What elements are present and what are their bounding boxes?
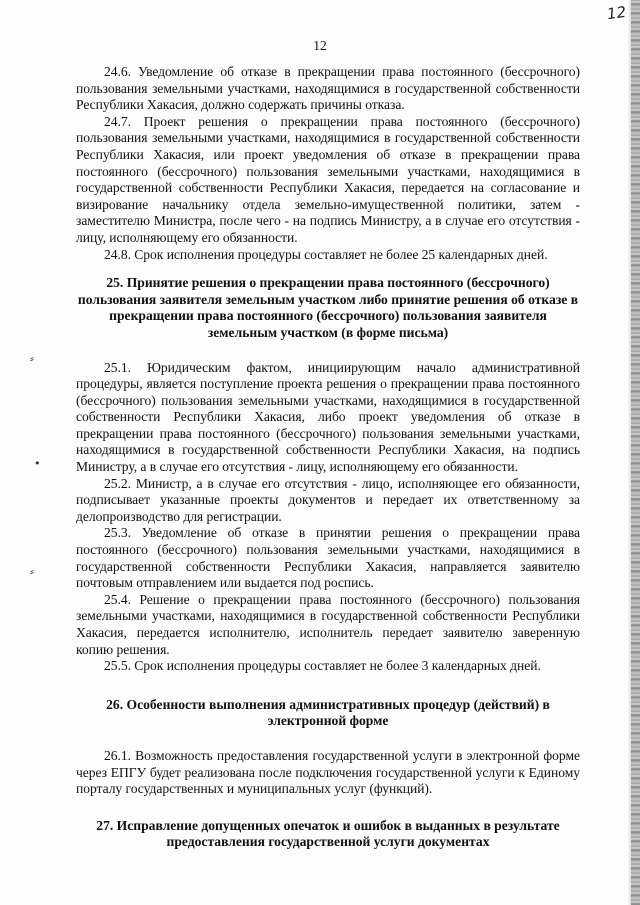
margin-mark: ⸗: [30, 352, 34, 365]
section-heading-27: 27. Исправление допущенных опечаток и ошибок в выданных в результате предоставления государственной услуги документах: [96, 817, 560, 850]
margin-mark: •: [34, 457, 41, 470]
paragraph-24-6: 24.6. Уведомление об отказе в прекращении права постоянного (бессрочного) пользования земельными участками, находящимися в государственной собственности Республики Хакасия, должно содержать причины отказа.: [76, 64, 580, 113]
paragraph-25-1: 25.1. Юридическим фактом, инициирующим начало административной процедуры, является поступление проекта решения о прекращении права постоянного (бессрочного) пользования земельными участками, находящимися в государственной собственности Республики Хакасия, либо проект уведомления об отказе в прекращении права постоянного (бессрочного) пользования земельными участками, находящимися в государственной собственности Республики Хакасия, на подпись Министру, а в случае его отсутствия - лицу, исполняющему его обязанности.: [76, 359, 580, 475]
margin-mark: ⸗: [30, 565, 34, 578]
section-heading-25: 25. Принятие решения о прекращении права постоянного (бессрочного) пользования заявителя земельным участком либо принятие решения об отказе в прекращении права постоянного (бессрочного) пользования заявителя земельным участком (в форме письма): [77, 275, 579, 340]
paragraph-24-8: 24.8. Срок исполнения процедуры составляет не более 25 календарных дней.: [104, 246, 548, 262]
paragraph-26-1: 26.1. Возможность предоставления государственной услуги в электронной форме через ЕПГУ будет реализована после подключения государственной услуги к Единому порталу государственных и муниципальных услуг (функций).: [76, 747, 580, 797]
paragraph-25-4: 25.4. Решение о прекращении права постоянного (бессрочного) пользования земельными участками, находящимися в государственной собственности Республики Хакасия, передается исполнителю, исполнитель передает заявителю заверенную копию решения.: [76, 591, 580, 657]
document-body: [76, 64, 580, 851]
paragraph-25-5: 25.5. Срок исполнения процедуры составляет не более 3 календарных дней.: [104, 658, 541, 674]
paragraph-25-2: 25.2. Министр, а в случае его отсутствия - лицо, исполняющее его обязанности, подписывает указанные проекты документов и передает их ответственному за делопроизводство для регистрации.: [76, 475, 580, 524]
scan-edge: [631, 0, 640, 905]
paragraph-25-3: 25.3. Уведомление об отказе в принятии решения о прекращении права постоянного (бессрочного) пользования земельными участками, находящимися в государственной собственности Республики Хакасия, направляется заявителю почтовым отправлением или выдается под роспись.: [76, 525, 580, 591]
page-number: 12: [313, 38, 327, 53]
paragraph-24-7: 24.7. Проект решения о прекращении права постоянного (бессрочного) пользования земельными участками, находящимися в государственной собственности Республики Хакасия, или проект уведомления об отказе в прекращении права постоянного (бессрочного) пользования земельными участками, находящимися в государственной собственности Республики Хакасия, передается на согласование и визирование начальнику отдела земельно-имущественной политики, затем - заместителю Министра, после чего - на подпись Министру, а в случае его отсутствия - лицу, исполняющему его обязанности.: [76, 113, 580, 245]
handwritten-page-number: 12: [605, 2, 628, 24]
section-heading-26: 26. Особенности выполнения административных процедур (действий) в электронной форме: [106, 696, 550, 729]
